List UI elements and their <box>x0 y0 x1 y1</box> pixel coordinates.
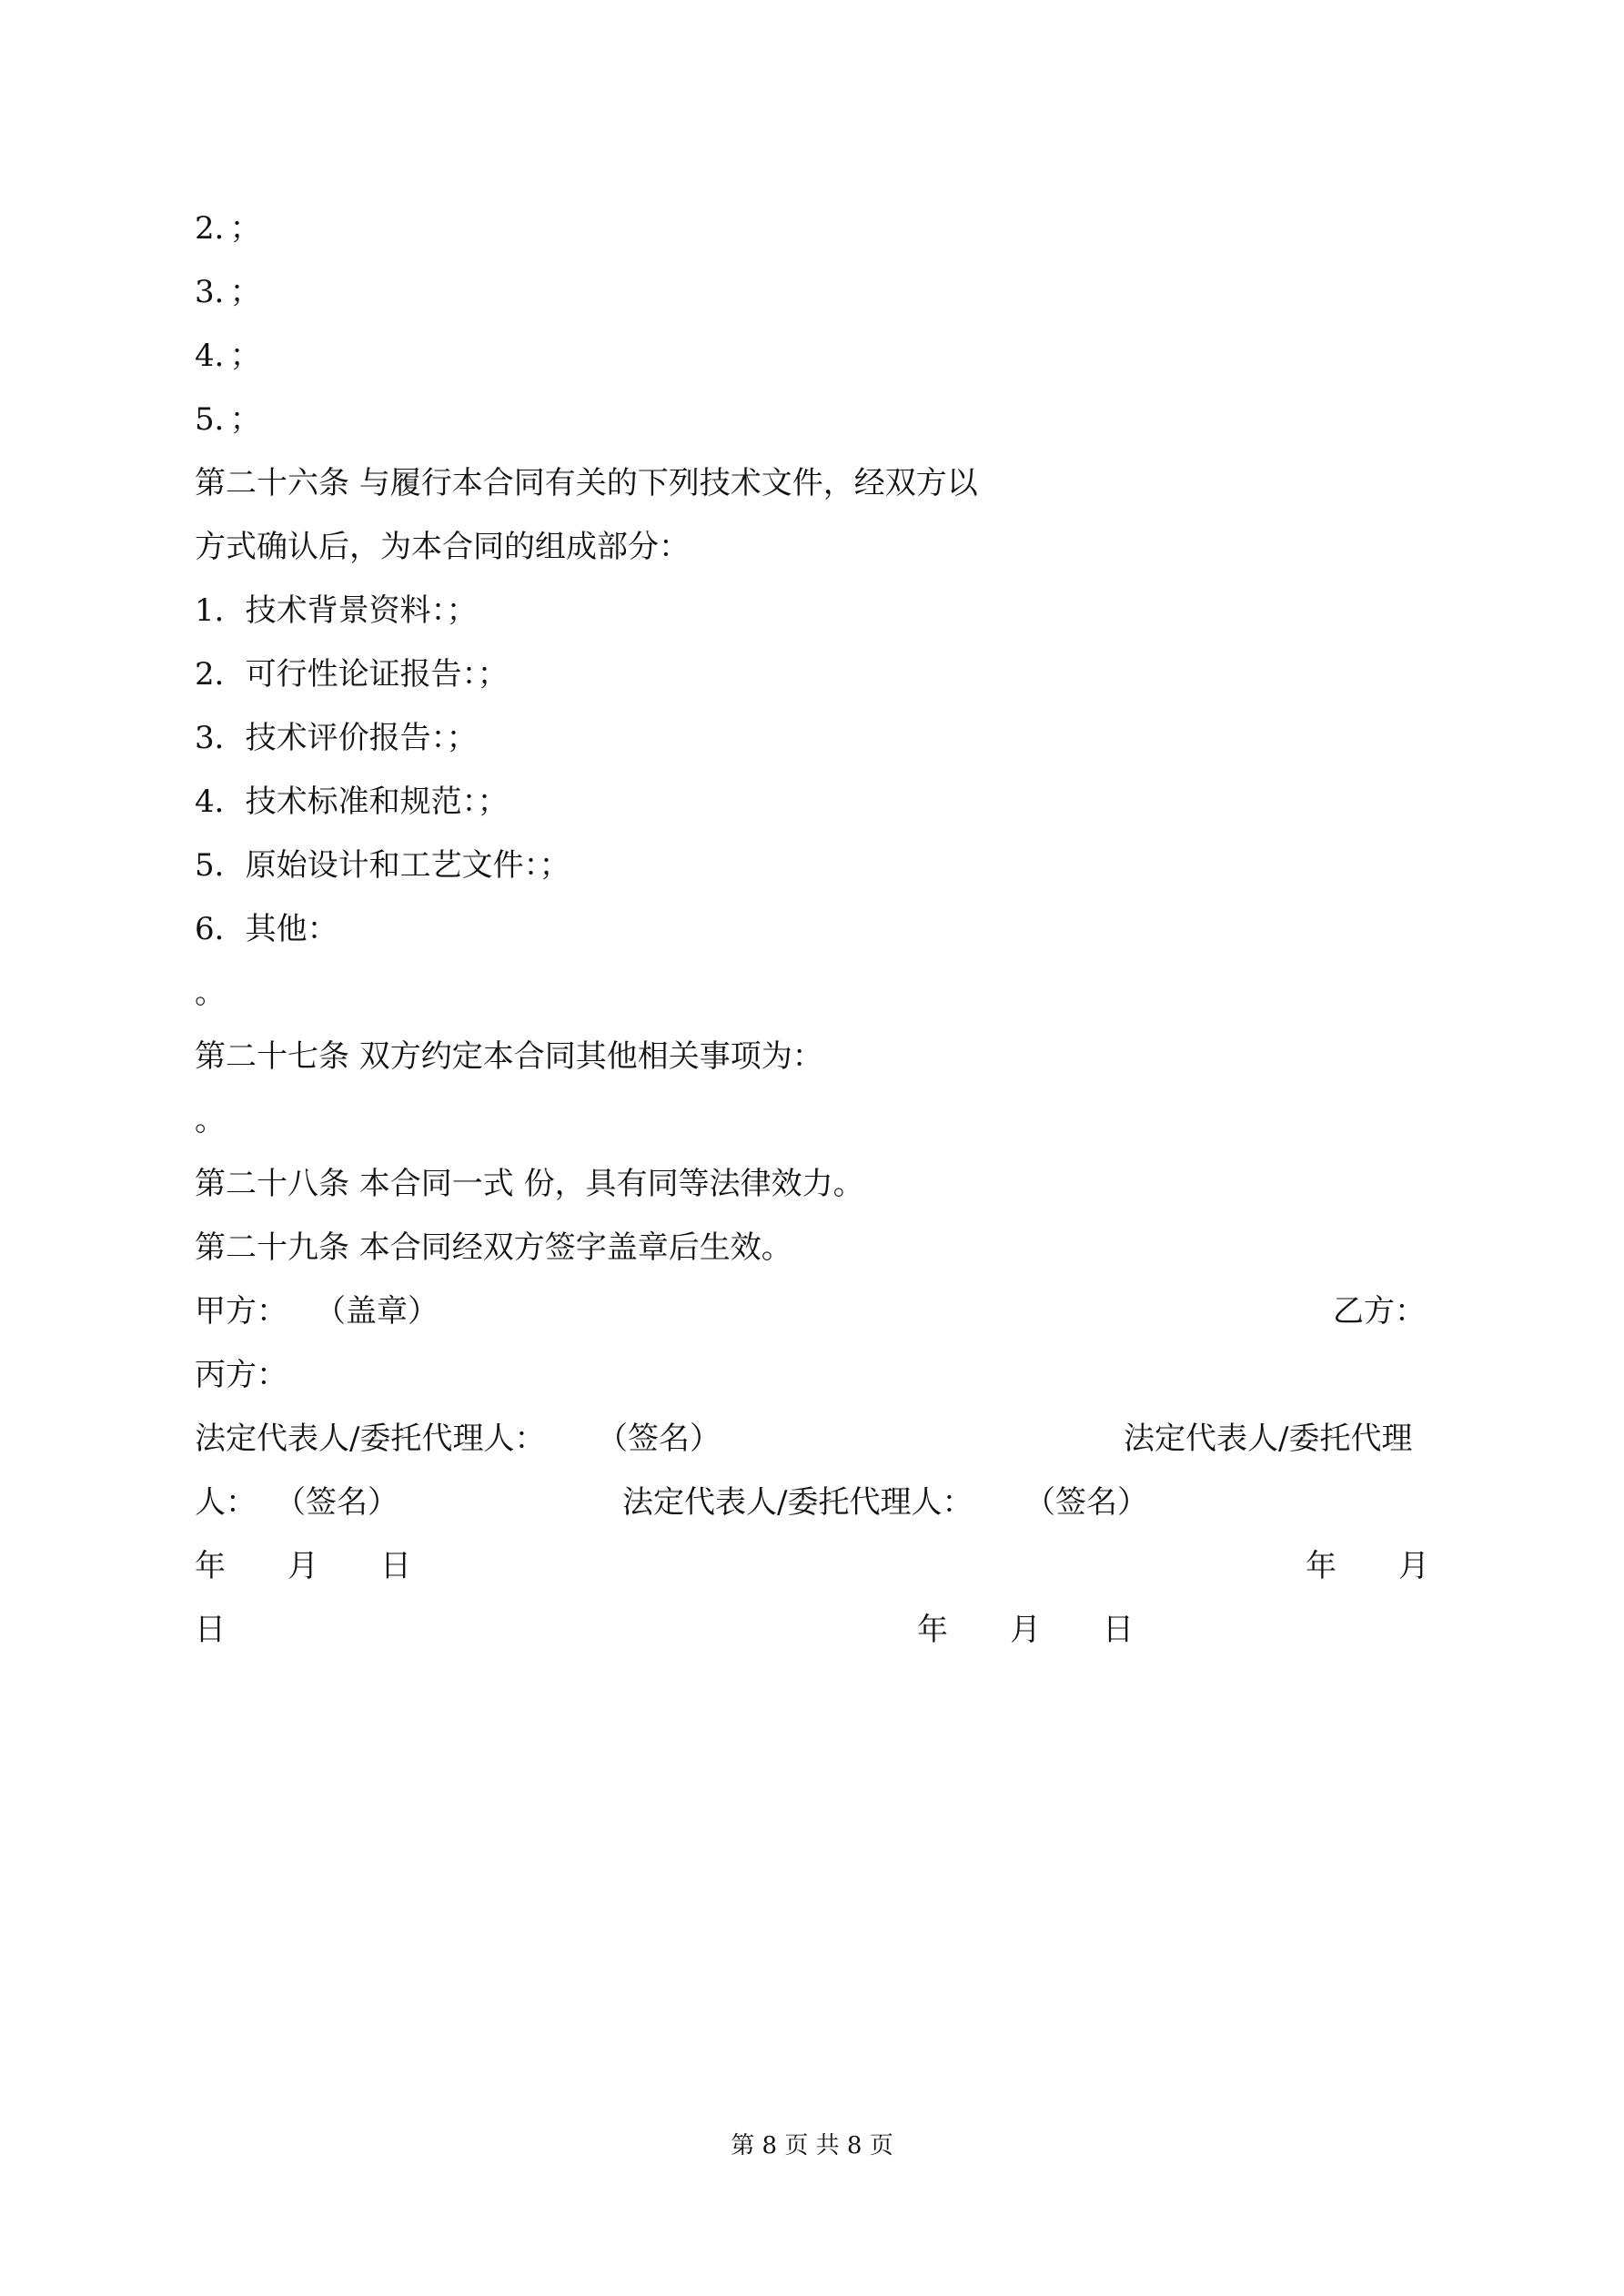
party-c-date: 年 月 日 <box>917 1612 1134 1648</box>
party-b-date-cont: 日 <box>195 1612 226 1648</box>
page-footer: 第 8 页 共 8 页 <box>731 2132 893 2159</box>
article-27: 第二十七条 双方约定本合同其他相关事项为： <box>195 1038 823 1075</box>
party-a-seal: （盖章） <box>315 1293 439 1330</box>
party-b-representative-cont: 人： <box>195 1484 257 1521</box>
party-b-date: 年 月 <box>1306 1548 1429 1584</box>
party-c-signature: （签名） <box>1024 1484 1148 1521</box>
article-29: 第二十九条 本合同经双方签字盖章后生效。 <box>195 1229 792 1266</box>
document-item-3: 3．技术评价报告：； <box>195 720 478 756</box>
article-28: 第二十八条 本合同一式 份，具有同等法律效力。 <box>195 1166 864 1202</box>
party-c-label: 丙方： <box>195 1357 287 1393</box>
list-item-3: 3．； <box>195 274 261 310</box>
document-item-5: 5．原始设计和工艺文件：； <box>195 847 570 884</box>
period-line-1: 。 <box>195 975 226 1011</box>
party-a-signature: （签名） <box>597 1421 721 1457</box>
party-c-representative: 法定代表人/委托代理人： <box>622 1484 973 1521</box>
list-item-2: 2．； <box>195 210 261 247</box>
party-b-signature: （签名） <box>275 1484 398 1521</box>
article-26-title: 第二十六条 与履行本合同有关的下列技术文件，经双方以 <box>195 465 978 501</box>
document-item-6: 6．其他： <box>195 911 338 947</box>
party-b-representative: 法定代表人/委托代理 <box>1124 1421 1413 1457</box>
period-line-2: 。 <box>195 1102 226 1138</box>
list-item-4: 4．； <box>195 338 261 374</box>
document-item-4: 4．技术标准和规范：； <box>195 784 509 820</box>
party-b-label: 乙方： <box>1333 1293 1426 1330</box>
document-item-1: 1．技术背景资料：； <box>195 592 478 629</box>
list-item-5: 5．； <box>195 401 261 438</box>
document-item-2: 2．可行性论证报告：； <box>195 656 509 693</box>
party-a-label: 甲方： <box>195 1293 287 1330</box>
party-a-date: 年 月 日 <box>195 1548 411 1584</box>
article-26-continuation: 方式确认后，为本合同的组成部分： <box>195 529 690 565</box>
party-a-representative: 法定代表人/委托代理人： <box>195 1421 546 1457</box>
